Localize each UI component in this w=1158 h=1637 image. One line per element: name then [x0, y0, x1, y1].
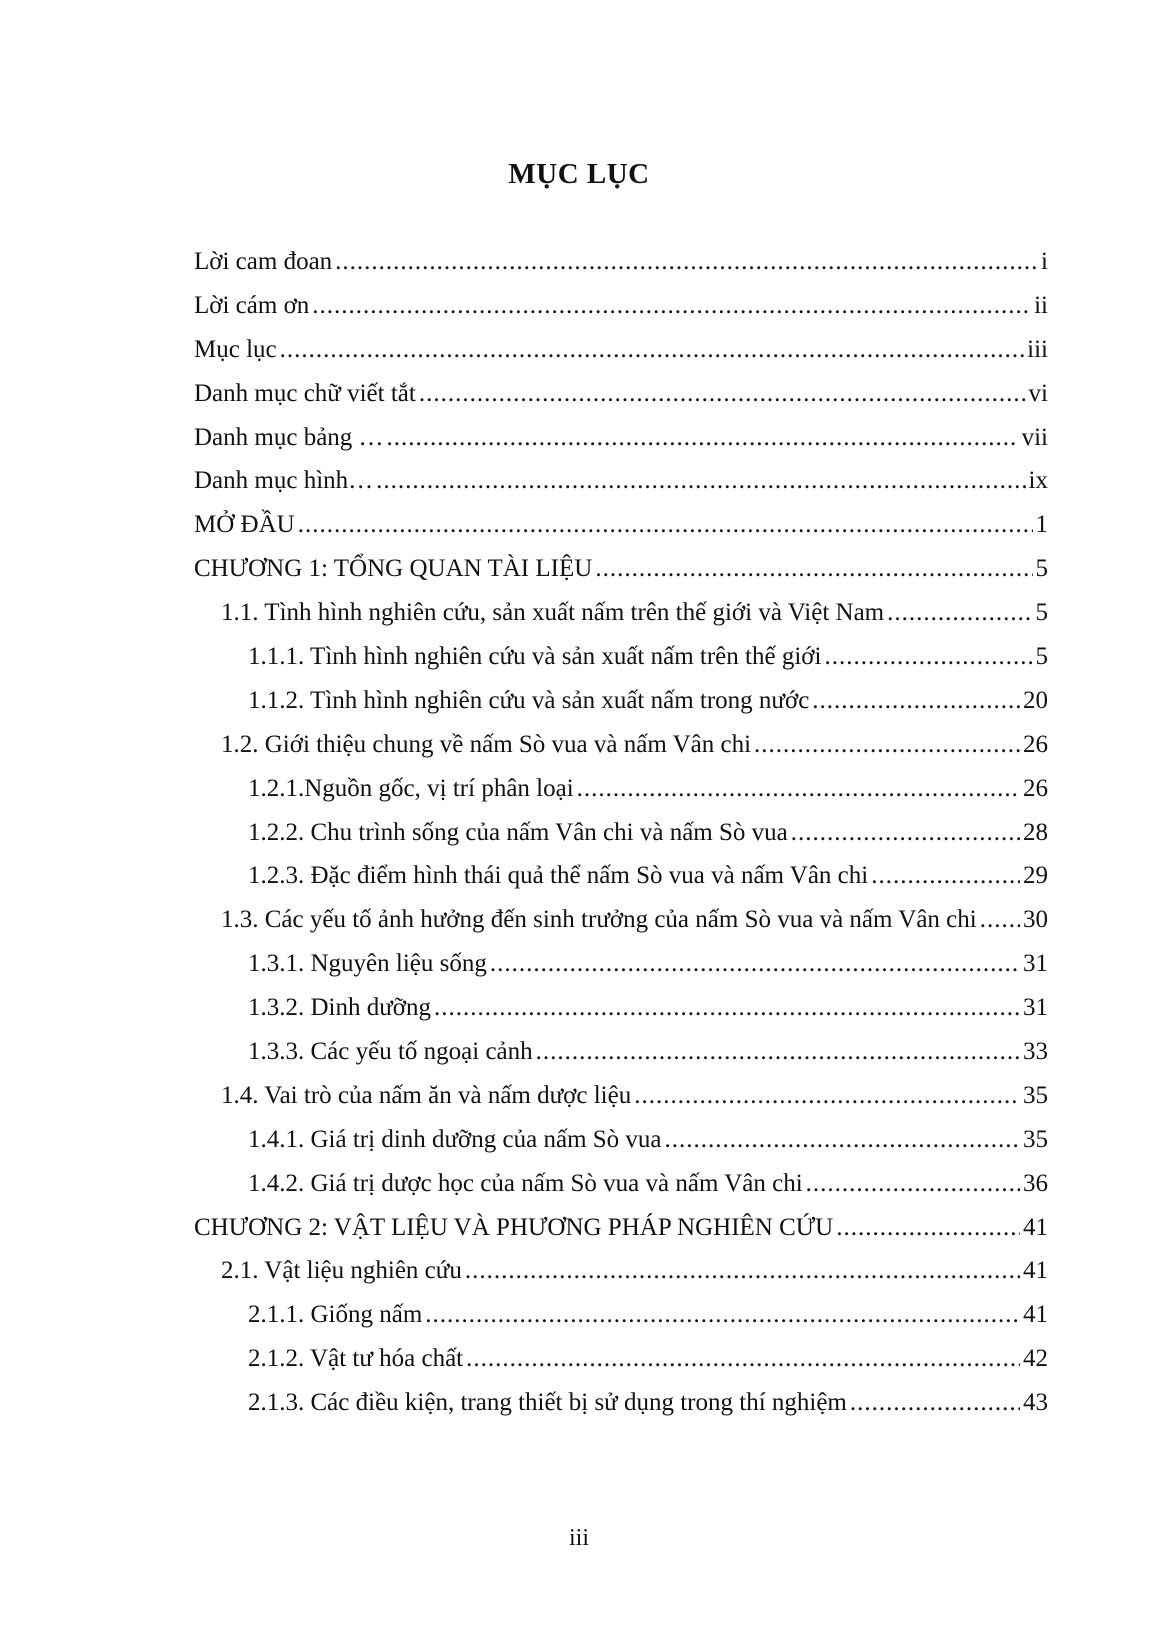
toc-entry[interactable]	[194, 904, 1048, 948]
toc-entry-page: 36	[1023, 1169, 1048, 1197]
toc-entry-label: Danh mục chữ viết tắt	[194, 379, 416, 407]
dot-leader	[595, 553, 1032, 585]
toc-entry[interactable]	[194, 729, 1048, 773]
toc-entry-page: i	[1041, 248, 1048, 275]
toc-entry-label: 1.3.1. Nguyên liệu sống	[248, 950, 487, 978]
dot-leader	[312, 290, 1031, 322]
toc-entry-page: 43	[1023, 1389, 1048, 1417]
toc-entry[interactable]	[194, 422, 1048, 466]
dot-leader	[335, 246, 1038, 278]
toc-entry-label: Danh mục bảng …	[194, 423, 384, 451]
toc-entry-label: 1.3. Các yếu tố ảnh hưởng đến sinh trưởng của nấm Sò vua và nấm Vân chi	[221, 906, 977, 934]
dot-leader	[791, 817, 1020, 849]
toc-entry-page: vii	[1021, 423, 1048, 451]
dot-leader	[812, 685, 1020, 717]
toc-entry-label: 1.3.3. Các yếu tố ngoại cảnh	[248, 1038, 533, 1066]
toc-entry-page: 33	[1023, 1038, 1048, 1066]
toc-entry-page: 26	[1023, 774, 1048, 802]
toc-entry-page: 28	[1023, 818, 1048, 846]
toc-entry-page: 41	[1023, 1301, 1048, 1329]
dot-leader	[634, 1080, 1020, 1112]
dot-leader	[836, 1212, 1020, 1244]
table-of-contents	[194, 246, 1048, 1431]
dot-leader	[466, 1343, 1020, 1375]
toc-entry-page: 1	[1035, 511, 1048, 539]
dot-leader	[980, 904, 1020, 936]
dot-leader	[419, 378, 1026, 410]
toc-entry-label: CHƯƠNG 1: TỔNG QUAN TÀI LIỆU	[194, 555, 593, 583]
toc-entry-label: 1.1.1. Tình hình nghiên cứu và sản xuất nấm trên thế giới	[248, 643, 822, 671]
toc-entry-label: 1.4. Vai trò của nấm ăn và nấm dược liệu	[221, 1081, 632, 1109]
dot-leader	[754, 729, 1020, 761]
toc-entry-label: Lời cám ơn	[194, 291, 310, 319]
dot-leader	[387, 422, 1019, 454]
toc-entry-label: Danh mục hình…	[194, 467, 374, 495]
toc-entry-page: 35	[1023, 1081, 1048, 1109]
toc-entry-label: 2.1.1. Giống nấm	[248, 1301, 423, 1329]
dot-leader	[871, 860, 1020, 892]
dot-leader	[280, 334, 1025, 366]
dot-leader	[434, 992, 1020, 1024]
toc-entry[interactable]	[194, 773, 1048, 817]
dot-leader	[806, 1168, 1020, 1200]
page-number: iii	[568, 1525, 589, 1551]
toc-entry[interactable]	[194, 597, 1048, 641]
toc-entry[interactable]	[194, 685, 1048, 729]
toc-entry-label: 2.1. Vật liệu nghiên cứu	[221, 1257, 462, 1285]
toc-entry[interactable]	[194, 992, 1048, 1036]
toc-entry[interactable]	[194, 509, 1048, 553]
dot-leader	[425, 1299, 1020, 1331]
toc-entry[interactable]	[194, 948, 1048, 992]
toc-entry[interactable]	[194, 553, 1048, 597]
toc-entry-page: 42	[1023, 1345, 1048, 1373]
toc-entry-page: vi	[1028, 379, 1048, 407]
toc-entry[interactable]	[194, 817, 1048, 861]
toc-entry-page: 31	[1023, 994, 1048, 1022]
toc-entry-page: 30	[1023, 906, 1048, 934]
toc-entry-page: 5	[1035, 599, 1048, 627]
toc-entry-label: 1.3.2. Dinh dưỡng	[248, 994, 432, 1022]
toc-entry[interactable]	[194, 1212, 1048, 1256]
toc-entry[interactable]	[194, 1299, 1048, 1343]
toc-entry[interactable]	[194, 1343, 1048, 1387]
dot-leader	[536, 1036, 1020, 1068]
toc-entry-page: 5	[1035, 555, 1048, 583]
toc-entry-label: 1.4.2. Giá trị dược học của nấm Sò vua và nấm Vân chi	[248, 1169, 803, 1197]
toc-entry-page: 20	[1023, 686, 1048, 714]
toc-entry-page: 29	[1023, 862, 1048, 890]
toc-entry-page: 26	[1023, 730, 1048, 758]
dot-leader	[665, 1124, 1020, 1156]
toc-entry-label: 1.2.2. Chu trình sống của nấm Vân chi và nấm Sò vua	[248, 818, 788, 846]
toc-entry-page: 31	[1023, 950, 1048, 978]
toc-entry-page: ii	[1034, 291, 1048, 319]
toc-entry-label: 1.2. Giới thiệu chung về nấm Sò vua và nấm Vân chi	[221, 730, 752, 758]
dot-leader	[376, 465, 1025, 497]
toc-entry-page: 41	[1023, 1257, 1048, 1285]
toc-entry-label: 1.1.2. Tình hình nghiên cứu và sản xuất nấm trong nước	[248, 686, 810, 714]
toc-entry[interactable]	[194, 290, 1048, 334]
toc-entry[interactable]	[194, 1080, 1048, 1124]
dot-leader	[465, 1255, 1020, 1287]
toc-entry-label: 1.1. Tình hình nghiên cứu, sản xuất nấm trên thế giới và Việt Nam	[221, 599, 885, 627]
toc-entry-label: Mục lục	[194, 335, 277, 363]
toc-entry[interactable]	[194, 1387, 1048, 1431]
dot-leader	[577, 773, 1020, 805]
toc-entry-label: 2.1.3. Các điều kiện, trang thiết bị sử dụng trong thí nghiệm	[248, 1389, 847, 1417]
page-title: MỤC LỤC	[508, 158, 650, 190]
toc-entry-page: 35	[1023, 1125, 1048, 1153]
toc-entry-label: CHƯƠNG 2: VẬT LIỆU VÀ PHƯƠNG PHÁP NGHIÊN CỨU	[194, 1213, 834, 1241]
toc-entry-label: 1.2.3. Đặc điểm hình thái quả thể nấm Sò vua và nấm Vân chi	[248, 862, 869, 890]
dot-leader	[887, 597, 1032, 629]
dot-leader	[490, 948, 1020, 980]
toc-entry[interactable]	[194, 334, 1048, 378]
dot-leader	[824, 641, 1032, 673]
toc-entry-page: 5	[1035, 643, 1048, 671]
toc-entry-label: MỞ ĐẦU	[194, 511, 295, 539]
toc-entry[interactable]	[194, 1036, 1048, 1080]
toc-entry[interactable]	[194, 1124, 1048, 1168]
toc-entry-label: Lời cam đoan	[194, 248, 333, 275]
toc-entry[interactable]	[194, 641, 1048, 685]
toc-entry-label: 2.1.2. Vật tư hóa chất	[248, 1345, 464, 1373]
toc-entry-label: 1.4.1. Giá trị dinh dưỡng của nấm Sò vua	[248, 1125, 662, 1153]
toc-entry-page: iii	[1027, 335, 1048, 363]
toc-entry[interactable]	[194, 860, 1048, 904]
toc-entry[interactable]	[194, 246, 1048, 290]
toc-entry[interactable]	[194, 1168, 1048, 1212]
toc-entry[interactable]	[194, 378, 1048, 422]
dot-leader	[298, 509, 1033, 541]
toc-entry[interactable]	[194, 465, 1048, 509]
dot-leader	[850, 1387, 1020, 1419]
toc-entry[interactable]	[194, 1255, 1048, 1299]
toc-entry-page: ix	[1028, 467, 1048, 495]
toc-entry-page: 41	[1023, 1213, 1048, 1241]
toc-entry-label: 1.2.1.Nguồn gốc, vị trí phân loại	[248, 774, 574, 802]
